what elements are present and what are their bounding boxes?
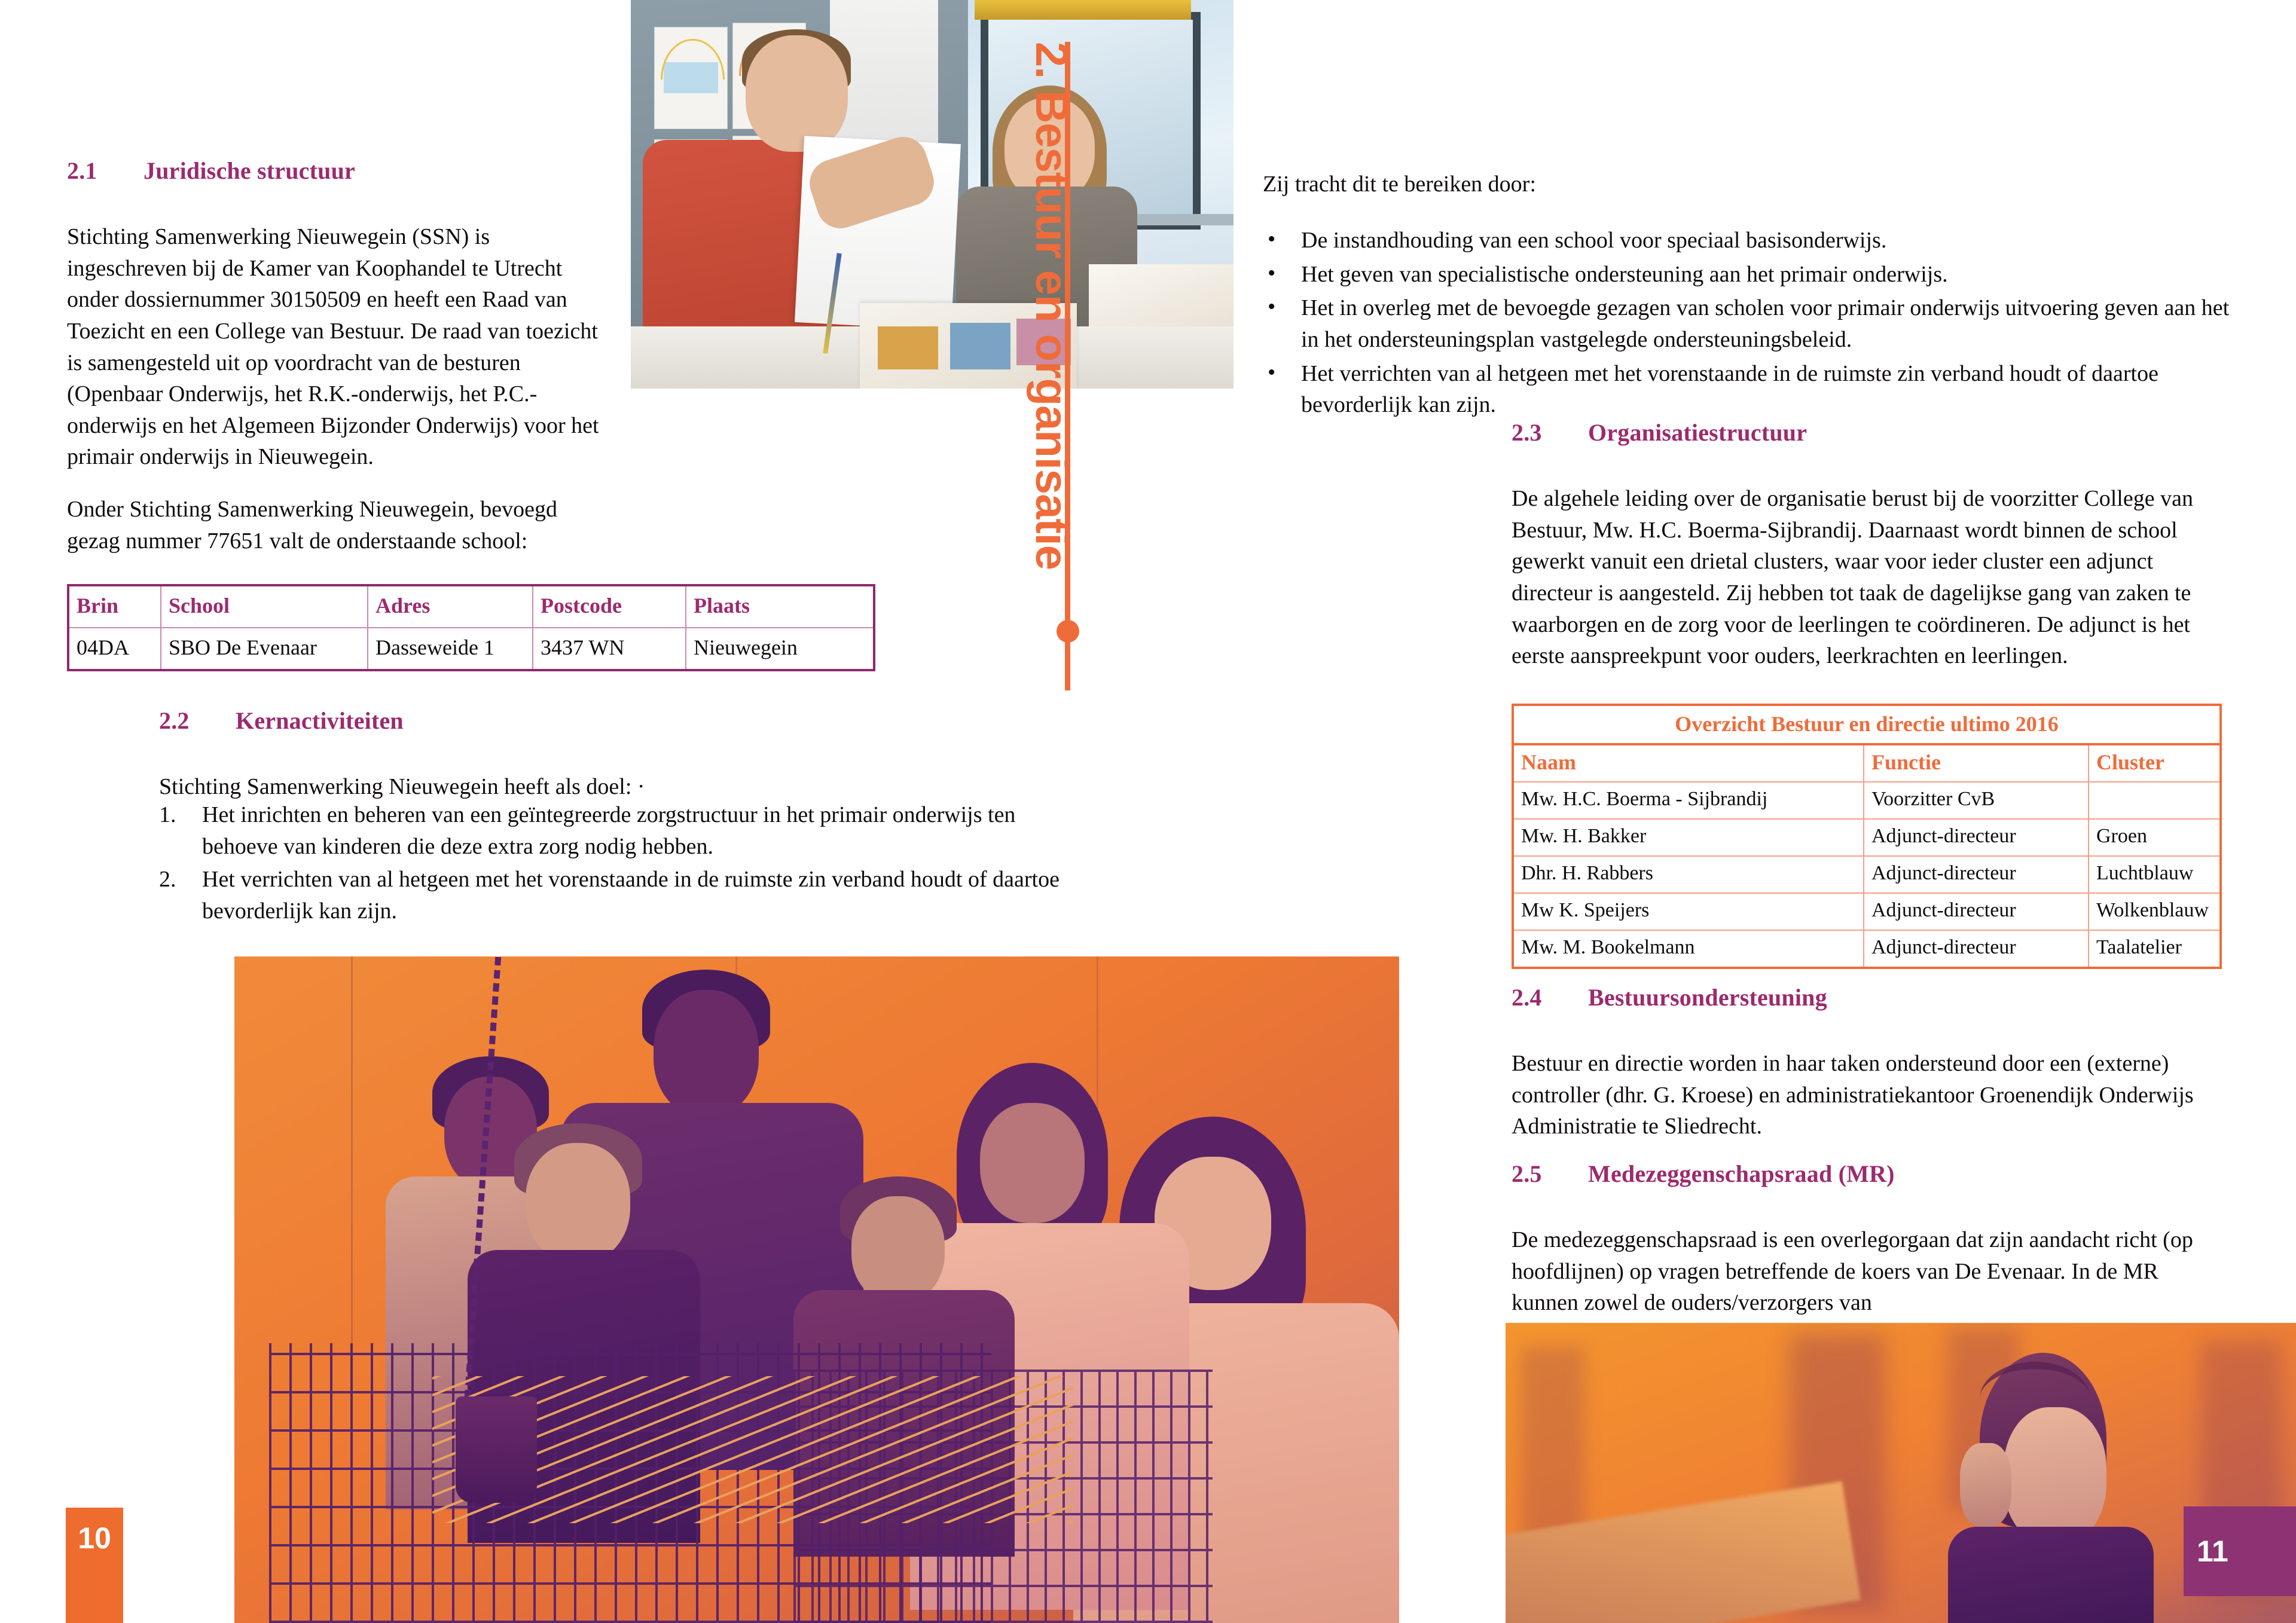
bullet-icon: • [1268, 359, 1276, 385]
col-cluster: Cluster [2089, 744, 2221, 782]
heading-2-3 [1512, 418, 1807, 447]
classroom-photo-top [631, 0, 1234, 389]
heading-2-4-title: Bestuursondersteuning [1588, 984, 1827, 1011]
heading-2-1-title: Juridische structuur [144, 157, 355, 184]
col-postcode: Postcode [533, 585, 686, 628]
kernactiviteiten-list [159, 799, 1080, 929]
cell-cluster: Taalatelier [2089, 930, 2221, 968]
cell-naam: Mw. H.C. Boerma - Sijbrandij [1513, 782, 1864, 819]
cell-cluster: Groen [2089, 819, 2221, 856]
heading-2-1-number: 2.1 [67, 157, 97, 184]
list-item-text: Het geven van specialistische ondersteuning aan het primair onderwijs. [1301, 261, 1948, 287]
bullet-icon: • [1268, 260, 1276, 286]
school-table [67, 584, 875, 671]
table-header-row [68, 585, 874, 628]
col-brin: Brin [68, 585, 161, 628]
col-naam: Naam [1513, 744, 1864, 782]
cell-functie: Adjunct-directeur [1864, 856, 2089, 893]
list-item [1263, 358, 2231, 421]
heading-2-4 [1512, 983, 1827, 1011]
list-marker: 2. [159, 867, 176, 893]
cell-cluster: Luchtblauw [2089, 856, 2221, 893]
table-row [1513, 893, 2221, 930]
cell-functie: Adjunct-directeur [1864, 819, 2089, 856]
table-row [1513, 782, 2221, 819]
col-school: School [161, 585, 368, 628]
table-row [1513, 819, 2221, 856]
page-number-right: 11 [2184, 1506, 2296, 1596]
heading-2-2-title: Kernactiviteiten [236, 707, 404, 734]
table-title-row [1513, 705, 2221, 744]
paragraph-2-1-b: Onder Stichting Samenwerking Nieuwegein, bevoegd gezag nummer 77651 valt de onderstaande school: [67, 497, 557, 554]
list-item-text: Het inrichten en beheren van een geïntegreerde zorgstructuur in het primair onderwijs ten behoeve van kinderen die deze extra zorg nodig hebben. [202, 802, 1016, 859]
heading-2-5-number: 2.5 [1512, 1160, 1542, 1187]
cell-adres: Dasseweide 1 [368, 628, 533, 670]
cell-cluster [2089, 782, 2221, 819]
cell-functie: Voorzitter CvB [1864, 782, 2089, 819]
page-number-left: 10 [66, 1508, 123, 1623]
table-row [1513, 930, 2221, 968]
paragraph-2-1-a: Stichting Samenwerking Nieuwegein (SSN) is ingeschreven bij de Kamer van Koophandel te Utrecht onder dossiernummer 30150509 en heeft een Raad van Toezicht en een College van Bestuur. De raad van toezicht is samengesteld uit op voordracht van de besturen (Openbaar Onderwijs, het R.K.-onderwijs, het P.C.-onderwijs en het Algemeen Bijzonder Onderwijs) voor het primair onderwijs in Nieuwegein. [67, 224, 599, 470]
paragraph-2-5: De medezeggenschapsraad is een overlegorgaan dat zijn aandacht richt (op hoofdlijnen) op vragen betreffende de koers van De Evenaar. In de MR kunnen zowel de ouders/verzorgers van [1512, 1227, 2193, 1316]
directie-table [1512, 704, 2222, 969]
cell-naam: Dhr. H. Rabbers [1513, 856, 1864, 893]
heading-2-5 [1512, 1160, 1895, 1188]
heading-2-4-number: 2.4 [1512, 984, 1542, 1011]
cell-functie: Adjunct-directeur [1864, 893, 2089, 930]
list-marker: 1. [159, 802, 176, 827]
list-item [159, 799, 1080, 862]
list-item [159, 864, 1080, 927]
cell-plaats: Nieuwegein [686, 628, 874, 670]
paragraph-2-3: De algehele leiding over de organisatie berust bij de voorzitter College van Bestuur, Mw. H.C. Boerma-Sijbrandij. Daarnaast wordt binnen de school gewerkt vanuit een drietal clusters, waar voor ieder cluster een adjunct directeur is aangesteld. Zij hebben tot taak de dagelijkse gang van zaken te waarborgen en de zorg voor de leerlingen te coördineren. De adjunct is het eerste aanspreekpunt voor ouders, leerkrachten en leerlingen. [1512, 486, 2193, 669]
col-functie: Functie [1864, 744, 2089, 782]
col-plaats: Plaats [686, 585, 874, 628]
table-row [1513, 856, 2221, 893]
paragraph-2-2-lead: Stichting Samenwerking Nieuwegein heeft als doel: · [159, 774, 645, 799]
cell-postcode: 3437 WN [533, 628, 686, 670]
cell-naam: Mw K. Speijers [1513, 893, 1864, 930]
list-item [1263, 225, 2231, 256]
cell-naam: Mw. H. Bakker [1513, 819, 1864, 856]
heading-2-2-number: 2.2 [159, 707, 190, 734]
directie-table-title: Overzicht Bestuur en directie ultimo 2016 [1513, 705, 2221, 744]
table-row [68, 628, 874, 670]
cell-naam: Mw. M. Bookelmann [1513, 930, 1864, 968]
table-header-row [1513, 744, 2221, 782]
list-item-text: De instandhouding van een school voor speciaal basisonderwijs. [1301, 228, 1887, 253]
cell-functie: Adjunct-directeur [1864, 930, 2089, 968]
heading-2-2 [159, 707, 404, 735]
paragraph-2-4: Bestuur en directie worden in haar taken ondersteund door een (externe) controller (dhr. G. Kroese) en administratiekantoor Groenendijk Onderwijs Administratie te Sliedrecht. [1512, 1051, 2194, 1139]
heading-2-3-number: 2.3 [1512, 419, 1542, 446]
heading-2-5-title: Medezeggenschapsraad (MR) [1588, 1160, 1895, 1187]
bullet-icon: • [1268, 294, 1276, 320]
col-adres: Adres [368, 585, 533, 628]
heading-2-1 [67, 157, 355, 185]
duotone-photo-bottom-left [234, 956, 1399, 1623]
list-item-text: Het in overleg met de bevoegde gezagen van scholen voor primair onderwijs uitvoering geven aan het in het ondersteuningsplan vastgelegde ondersteuningsbeleid. [1301, 295, 2230, 352]
list-item-text: Het verrichten van al hetgeen met het vorenstaande in de ruimste zin verband houdt of daartoe bevorderlijk kan zijn. [202, 867, 1060, 924]
bullet-icon: • [1268, 227, 1276, 252]
heading-2-3-title: Organisatiestructuur [1588, 419, 1808, 446]
cell-school: SBO De Evenaar [161, 628, 368, 670]
list-item-text: Het verrichten van al hetgeen met het vorenstaande in de ruimste zin verband houdt of daartoe bevorderlijk kan zijn. [1301, 360, 2158, 418]
list-item [1263, 292, 2231, 355]
paragraph-right-lead: Zij tracht dit te bereiken door: [1263, 172, 1536, 197]
cell-cluster: Wolkenblauw [2089, 893, 2221, 930]
duotone-photo-bottom-right [1506, 1323, 2296, 1623]
list-item [1263, 259, 2231, 291]
doelen-bullet-list [1263, 225, 2231, 423]
chapter-title: 2. Bestuur en organisatie [1026, 42, 1077, 570]
cell-brin: 04DA [68, 628, 161, 670]
